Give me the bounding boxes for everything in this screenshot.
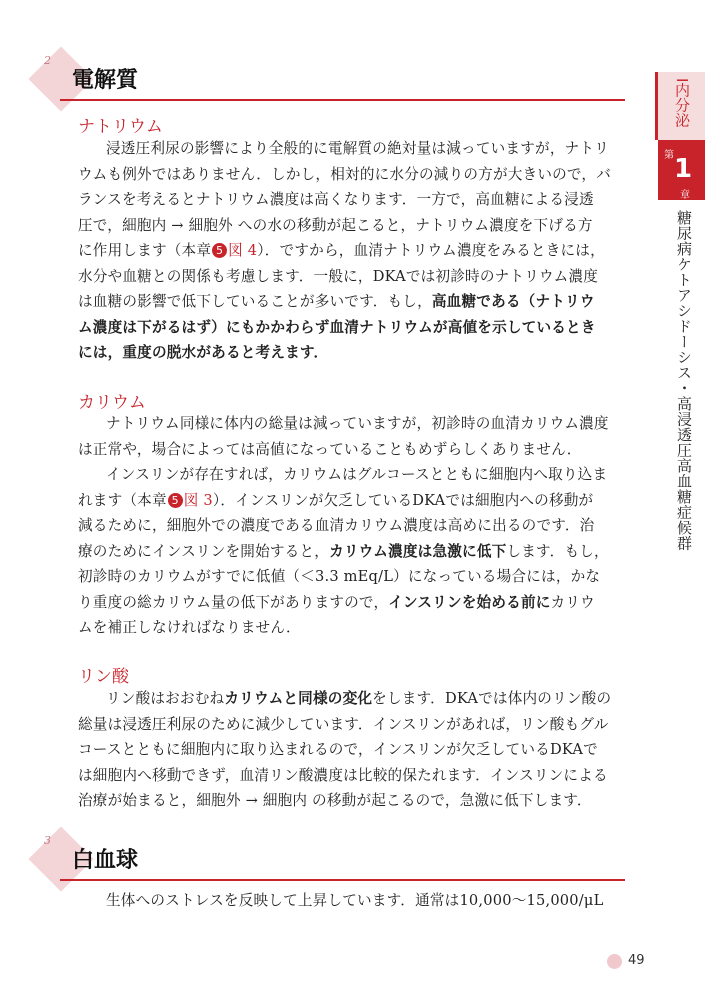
text-line: は正常や，場合によっては高値になっていることもめずらしくありません． [78, 440, 582, 458]
text-line: ムを補正しなければなりません． [78, 619, 301, 636]
section-number: 3 [44, 834, 51, 847]
paragraph-phosphate [78, 686, 618, 814]
chapter-tab [658, 140, 705, 200]
text-line: は血糖の影響で低下していることが多いです．もし，高血糖である（ナトリウ [78, 293, 595, 310]
text-line: 総量は浸透圧利尿のために減少しています．インスリンがあれば，リン酸もグル [78, 715, 609, 733]
subheading-phosphate: リン酸 [78, 667, 129, 687]
paragraph-potassium [78, 411, 618, 641]
chapter-number: 1 [674, 154, 693, 184]
emphasis-text: ム濃度は下がるはず）にもかかわらず血清ナトリウムが高値を示しているとき [78, 318, 596, 336]
page-dot-icon [607, 954, 622, 969]
text-line: れます（本章 5 図 3）．インスリンが欠乏しているDKAでは細胞内への移動が [78, 491, 594, 509]
section-title: 電解質 [72, 67, 139, 93]
chapter-title: 糖尿病ケトアシドーシス・高浸透圧高血糖症候群 [675, 210, 693, 551]
paragraph-sodium [78, 136, 618, 366]
figure-ref: 図 4 [228, 242, 258, 259]
part-tab [655, 72, 705, 140]
text-line: ランスを考えるとナトリウム濃度は高くなります．一方で，高血糖による浸透 [78, 191, 594, 208]
page-number: 49 [628, 953, 645, 968]
emphasis-text: 高血糖である（ナトリウ [431, 293, 595, 310]
text-line: 水分や血糖との関係も考慮します．一般に，DKAでは初診時のナトリウム濃度 [78, 267, 599, 285]
section-number: 2 [44, 54, 51, 67]
text-line: 生体へのストレスを反映して上昇しています．通常は10,000～15,000/μL [106, 892, 604, 909]
chapter-section-ref: 5 [212, 243, 227, 258]
text-line: ウムも例外ではありません．しかし，相対的に水分の減りの方が大きいので，バ [78, 165, 612, 183]
text-line [78, 340, 618, 366]
section-rule [60, 879, 625, 881]
text-line: は細胞内へ移動できず，血清リン酸濃度は比較的保たれます．インスリンによる [78, 766, 608, 784]
section-title: 白血球 [72, 847, 139, 873]
subheading-sodium: ナトリウム [78, 117, 163, 137]
section-rule [60, 99, 625, 101]
section-heading-wbc [44, 834, 139, 878]
text-line [78, 315, 618, 341]
paragraph-wbc [78, 888, 618, 914]
emphasis-text: インスリンを始める前に [388, 593, 551, 611]
chapter-prefix: 第 [664, 150, 674, 161]
section-heading-electrolytes [44, 54, 139, 98]
emphasis-text: カリウム濃度は急激に低下 [329, 542, 507, 560]
text-line: 圧で，細胞内 → 細胞外 への水の移動が起こると，ナトリウム濃度を下げる方 [78, 216, 593, 234]
text-line: り重度の総カリウム量の低下がありますので，インスリンを始める前にカリウ [78, 593, 595, 611]
text-line: 浸透圧利尿の影響により全般的に電解質の絶対量は減っていますが，ナトリ [106, 140, 609, 157]
text-line: 減るために，細胞外での濃度である血清カリウム濃度は高めに出るのです．治 [78, 517, 595, 534]
text-line: コースとともに細胞内に取り込まれるので，インスリンが欠乏しているDKAで [78, 741, 598, 758]
emphasis-text: カリウムと同様の変化 [224, 690, 373, 707]
text-line: 初診時のカリウムがすでに低値（＜3.3 mEq/L）になっている場合には，かな [78, 568, 601, 585]
chapter-section-ref: 5 [168, 493, 183, 508]
text-line: ナトリウム同様に体内の総量は減っていますが，初診時の血清カリウム濃度 [106, 415, 609, 432]
text-line: インスリンが存在すれば，カリウムはグルコースとともに細胞内へ取り込ま [106, 466, 608, 483]
text-line: 治療が始まると，細胞外 → 細胞内 の移動が起こるので，急激に低下します． [78, 792, 592, 809]
subheading-potassium: カリウム [78, 393, 146, 413]
part-label: I内分泌 [673, 78, 691, 128]
text-line: 療のためにインスリンを開始すると，カリウム濃度は急激に低下します．もし， [78, 542, 609, 560]
chapter-suffix: 章 [680, 190, 690, 201]
figure-ref: 図 3 [183, 491, 213, 509]
emphasis-text: には，重度の脱水があると考えます． [78, 344, 329, 361]
text-line: リン酸はおおむねカリウムと同様の変化をします．DKAでは体内のリン酸の [106, 690, 612, 707]
text-line: に作用します（本章 5 図 4）．ですから，血清ナトリウム濃度をみるときには， [78, 242, 605, 259]
